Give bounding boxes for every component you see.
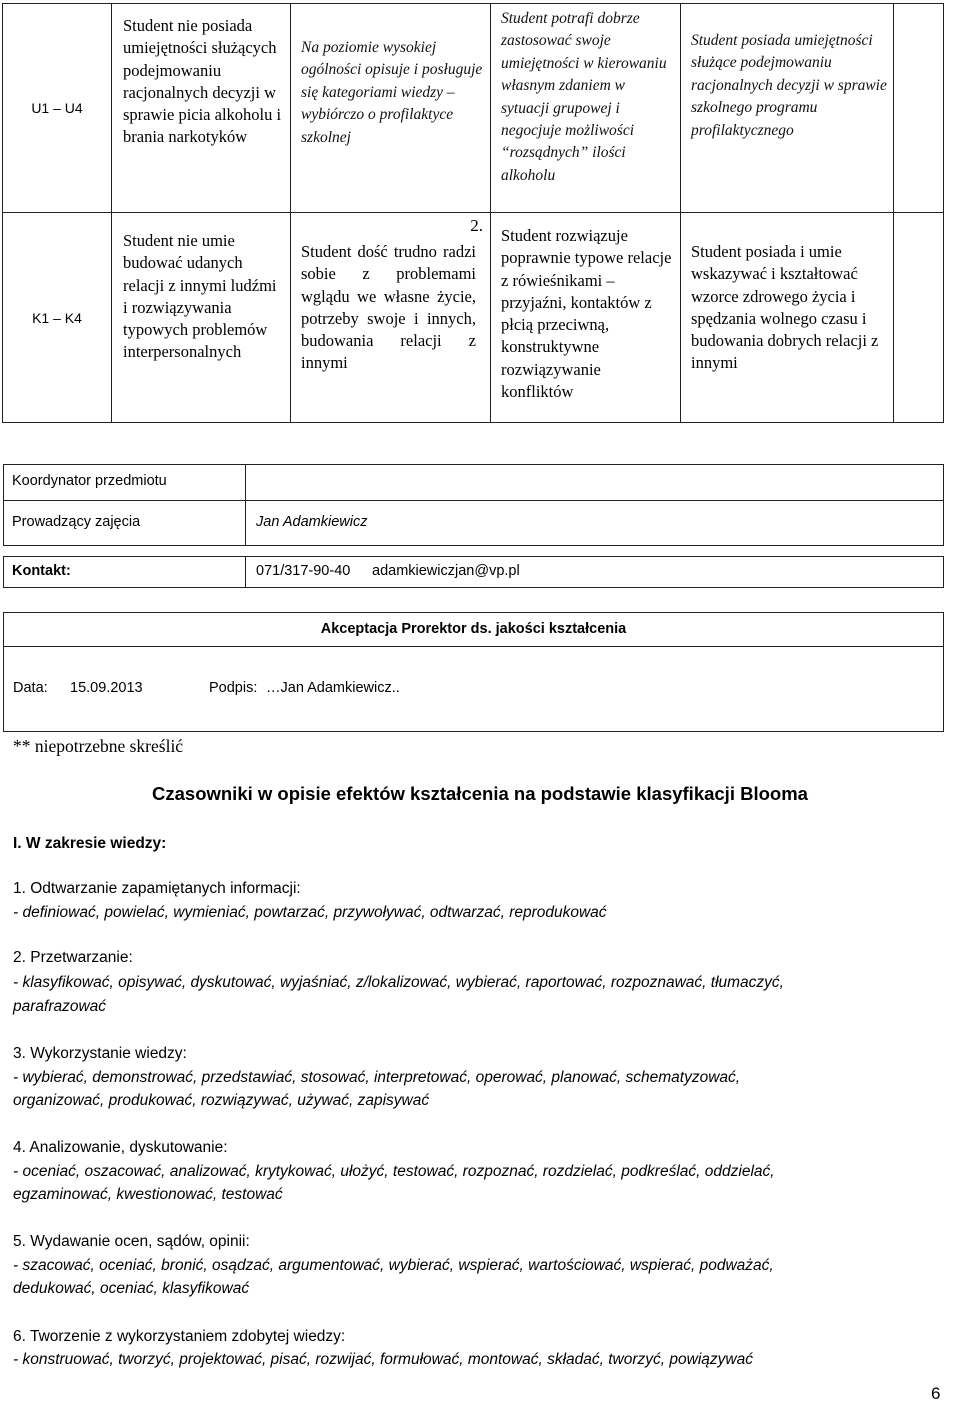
rubric-grade-4-text: Student rozwiązuje poprawnie typowe relacje z rówieśnikami – przyjaźni, kontaktów z płcią przeciwną, konstruktywne rozwiązywanie konfliktów bbox=[501, 226, 672, 402]
level-verbs: organizować, produkować, rozwiązywać, używać, zapisywać bbox=[13, 1092, 430, 1109]
rubric-grade-2-cell bbox=[111, 212, 291, 423]
rubric-grade-3-text: Student dość trudno radzi sobie z problemami wglądu we własne życie, potrzeby swoje i innych, budowania relacji z innymi bbox=[301, 242, 476, 373]
contact-value-cell bbox=[245, 556, 944, 588]
rubric-row-skills bbox=[2, 3, 944, 213]
rubric-grade-2-cell bbox=[111, 3, 291, 213]
rubric-grade-5-cell bbox=[680, 3, 894, 213]
contact-email: adamkiewiczjan@vp.pl bbox=[372, 563, 520, 579]
rubric-grade-4-cell bbox=[490, 3, 681, 213]
level-heading: 2. Przetwarzanie: bbox=[13, 949, 133, 966]
rubric-row-competences bbox=[2, 212, 944, 423]
level-verbs: - klasyfikować, opisywać, dyskutować, wyjaśniać, z/lokalizować, wybierać, raportować, rozpoznawać, tłumaczyć, bbox=[13, 974, 784, 991]
signature-value: …Jan Adamkiewicz.. bbox=[266, 680, 400, 696]
level-heading: 1. Odtwarzanie zapamiętanych informacji: bbox=[13, 880, 301, 897]
rubric-grade-3-cell bbox=[290, 3, 491, 213]
level-heading: 5. Wydawanie ocen, sądów, opinii: bbox=[13, 1233, 250, 1250]
level-verbs: - konstruować, tworzyć, projektować, pisać, rozwijać, formułować, montować, składać, tworzyć, powiązywać bbox=[13, 1351, 753, 1368]
date-value: 15.09.2013 bbox=[70, 680, 143, 696]
level-verbs: parafrazować bbox=[13, 998, 107, 1015]
instructor-value-cell bbox=[245, 500, 944, 546]
rubric-grade-3-cell bbox=[290, 212, 491, 423]
level-heading: 6. Tworzenie z wykorzystaniem zdobytej wiedzy: bbox=[13, 1328, 346, 1345]
rubric-grade-4-text: Student potrafi dobrze zastosować swoje umiejętności w kierowaniu własnym zdaniem w sytuacji grupowej i negocjuje możliwości “rozsądnych” ilości alkoholu bbox=[501, 10, 667, 184]
contact-label-cell bbox=[3, 556, 246, 588]
grading-rubric-table bbox=[2, 3, 944, 423]
contact-phone: 071/317-90-40 bbox=[256, 563, 351, 579]
rubric-empty-cell bbox=[893, 3, 944, 213]
rubric-grade-5-text: Student posiada i umie wskazywać i kształtować wzorce zdrowego życia i spędzania wolnego czasu i budowania dobrych relacji z innymi bbox=[691, 242, 879, 373]
verbs-title: Czasowniki w opisie efektów kształcenia na podstawie klasyfikacji Blooma bbox=[152, 783, 808, 804]
level-verbs: egzaminować, kwestionować, testować bbox=[13, 1186, 283, 1203]
coordinator-value-cell bbox=[245, 464, 944, 501]
rubric-grade-3-text: Na poziomie wysokiej ogólności opisuje i posługuje się kategoriami wiedzy – wybiórczo o profilaktyce szkolnej bbox=[301, 39, 483, 146]
rubric-code: U1 – U4 bbox=[31, 100, 83, 116]
level-verbs: dedukować, oceniać, klasyfikować bbox=[13, 1280, 250, 1297]
date-label: Data: bbox=[13, 680, 48, 696]
contact-label: Kontakt: bbox=[12, 563, 71, 579]
level-verbs: - wybierać, demonstrować, przedstawiać, stosować, interpretować, operować, planować, schematyzować, bbox=[13, 1069, 741, 1086]
rubric-code-cell bbox=[2, 212, 112, 423]
rubric-grade-2-text: Student nie umie budować udanych relacji z innymi ludźmi i rozwiązywania typowych problemów interpersonalnych bbox=[123, 231, 277, 362]
level-heading: 3. Wykorzystanie wiedzy: bbox=[13, 1045, 187, 1062]
coordinator-label-cell bbox=[3, 464, 246, 501]
rubric-grade-2-text: Student nie posiada umiejętności służących podejmowaniu racjonalnych decyzji w sprawie picia alkoholu i brania narkotyków bbox=[123, 16, 282, 147]
level-verbs: - szacować, oceniać, bronić, osądzać, argumentować, wybierać, wspierać, wartościować, wspierać, podważać, bbox=[13, 1257, 774, 1274]
coordinator-label: Koordynator przedmiotu bbox=[12, 473, 167, 489]
page-number: 6 bbox=[931, 1384, 941, 1403]
level-verbs: - definiować, powielać, wymieniać, powtarzać, przywoływać, odtwarzać, reprodukować bbox=[13, 904, 607, 921]
date-signature-cell bbox=[3, 646, 944, 732]
instructor-label: Prowadzący zajęcia bbox=[12, 514, 141, 530]
footnote: ** niepotrzebne skreślić bbox=[13, 736, 184, 756]
level-heading: 4. Analizowanie, dyskutowanie: bbox=[13, 1139, 228, 1156]
level-verbs: - oceniać, oszacować, analizować, krytykować, ułożyć, testować, rozpoznać, rozdzielać, podkreślać, oddzielać, bbox=[13, 1163, 775, 1180]
signature-label: Podpis: bbox=[209, 680, 258, 696]
rubric-grade-5-text: Student posiada umiejętności służące podejmowaniu racjonalnych decyzji w sprawie szkolnego programu profilaktycznego bbox=[691, 32, 887, 139]
grade-number: 2. bbox=[470, 216, 483, 235]
rubric-code: K1 – K4 bbox=[32, 309, 82, 326]
rubric-grade-5-cell bbox=[680, 212, 894, 423]
instructor-label-cell bbox=[3, 500, 246, 546]
acceptance-label: Akceptacja Prorektor ds. jakości kształcenia bbox=[320, 621, 627, 637]
instructor-value: Jan Adamkiewicz bbox=[256, 514, 368, 530]
section-title: I. W zakresie wiedzy: bbox=[13, 835, 167, 852]
rubric-empty-cell bbox=[893, 212, 944, 423]
rubric-code-cell bbox=[2, 3, 112, 213]
acceptance-cell bbox=[3, 612, 944, 647]
rubric-grade-4-cell bbox=[490, 212, 681, 423]
